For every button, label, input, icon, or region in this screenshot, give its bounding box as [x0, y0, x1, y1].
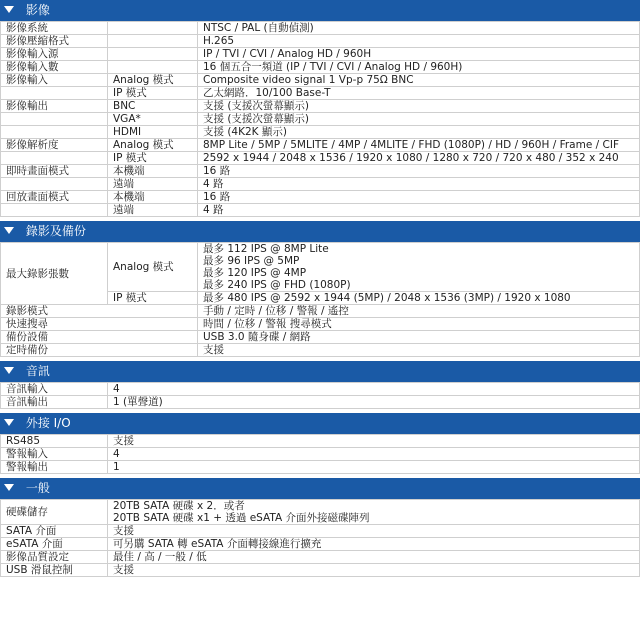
table-row — [1, 243, 640, 292]
spec-sub-key — [108, 22, 198, 35]
spec-value-line: 20TB SATA 硬碟 x1 + 透過 eSATA 介面外接磁碟陣列 — [113, 512, 370, 524]
table-row — [1, 126, 640, 139]
spec-key: 回放畫面模式 — [1, 191, 108, 204]
spec-value-line: 最多 112 IPS @ 8MP Lite — [203, 243, 329, 255]
spec-value: IP / TVI / CVI / Analog HD / 960H — [198, 48, 640, 61]
table-row — [1, 448, 640, 461]
spec-key — [1, 126, 108, 139]
table-row — [1, 35, 640, 48]
section-header-audio — [0, 361, 640, 382]
spec-key — [1, 204, 108, 217]
spec-sub-key: Analog 模式 — [108, 74, 198, 87]
table-row — [1, 331, 640, 344]
spec-key: 影像輸出 — [1, 100, 108, 113]
spec-value — [198, 243, 640, 292]
table-row — [1, 538, 640, 551]
spec-value: 16 個五合一頻道 (IP / TVI / CVI / Analog HD / 960H) — [198, 61, 640, 74]
table-row — [1, 396, 640, 409]
recording-spec-table — [0, 242, 640, 357]
spec-value-line: 最多 240 IPS @ FHD (1080P) — [203, 279, 351, 291]
spec-sub-key: 本機端 — [108, 191, 198, 204]
spec-key: 警報輸出 — [1, 461, 108, 474]
spec-value: 16 路 — [198, 165, 640, 178]
spec-key: 警報輸入 — [1, 448, 108, 461]
spec-value: 支援 — [198, 344, 640, 357]
triangle-down-icon — [4, 227, 14, 234]
table-row — [1, 165, 640, 178]
spec-value: 手動 / 定時 / 位移 / 警報 / 遙控 — [198, 305, 640, 318]
spec-value: 1 — [108, 461, 640, 474]
section-header-video — [0, 0, 640, 21]
io-spec-table — [0, 434, 640, 474]
spec-value: 支援 (4K2K 顯示) — [198, 126, 640, 139]
spec-key — [1, 113, 108, 126]
spec-value: 乙太網路．10/100 Base-T — [198, 87, 640, 100]
spec-value: Composite video signal 1 Vp-p 75Ω BNC — [198, 74, 640, 87]
table-row — [1, 461, 640, 474]
spec-value: 支援 — [108, 525, 640, 538]
spec-sub-key: IP 模式 — [108, 292, 198, 305]
spec-key: 影像品質設定 — [1, 551, 108, 564]
spec-key: 影像輸入數 — [1, 61, 108, 74]
spec-value: 1 (單聲道) — [108, 396, 640, 409]
spec-value: 4 — [108, 448, 640, 461]
table-row — [1, 22, 640, 35]
spec-value-line: 20TB SATA 硬碟 x 2．或者 — [113, 500, 245, 512]
spec-sub-key: Analog 模式 — [108, 243, 198, 292]
triangle-down-icon — [4, 6, 14, 13]
spec-sub-key: VGA* — [108, 113, 198, 126]
table-row — [1, 525, 640, 538]
table-row — [1, 74, 640, 87]
table-row — [1, 87, 640, 100]
triangle-down-icon — [4, 484, 14, 491]
spec-sub-key: 遠端 — [108, 204, 198, 217]
spec-value: 最多 480 IPS @ 2592 x 1944 (5MP) / 2048 x 1536 (3MP) / 1920 x 1080 — [198, 292, 640, 305]
spec-value-line: 最多 120 IPS @ 4MP — [203, 267, 307, 279]
spec-key: 影像系統 — [1, 22, 108, 35]
spec-key: USB 滑鼠控制 — [1, 564, 108, 577]
section-title: 外接 I/O — [25, 416, 71, 430]
spec-value: 16 路 — [198, 191, 640, 204]
triangle-down-icon — [4, 367, 14, 374]
spec-value: 時間 / 位移 / 警報 搜尋模式 — [198, 318, 640, 331]
spec-sub-key — [108, 48, 198, 61]
spec-key: RS485 — [1, 435, 108, 448]
section-title: 一般 — [25, 481, 50, 495]
spec-value: USB 3.0 隨身碟 / 網路 — [198, 331, 640, 344]
spec-key: 硬碟儲存 — [1, 500, 108, 525]
section-title: 影像 — [25, 3, 50, 17]
spec-value: 可另購 SATA 轉 eSATA 介面轉接線進行擴充 — [108, 538, 640, 551]
spec-value — [108, 500, 640, 525]
spec-sub-key — [108, 61, 198, 74]
spec-key: 影像輸入 — [1, 74, 108, 87]
table-row — [1, 61, 640, 74]
spec-sub-key: HDMI — [108, 126, 198, 139]
spec-key: 最大錄影張數 — [1, 243, 108, 305]
section-header-general — [0, 478, 640, 499]
triangle-down-icon — [4, 419, 14, 426]
spec-value: 4 路 — [198, 178, 640, 191]
spec-sub-key: Analog 模式 — [108, 139, 198, 152]
table-row — [1, 551, 640, 564]
section-header-io — [0, 413, 640, 434]
spec-key — [1, 87, 108, 100]
section-header-recording — [0, 221, 640, 242]
spec-key: 影像輸入源 — [1, 48, 108, 61]
table-row — [1, 305, 640, 318]
section-title: 錄影及備份 — [25, 224, 86, 238]
table-row — [1, 191, 640, 204]
spec-key: 音訊輸入 — [1, 383, 108, 396]
table-row — [1, 564, 640, 577]
spec-sub-key — [108, 35, 198, 48]
spec-value: 支援 — [108, 435, 640, 448]
table-row — [1, 152, 640, 165]
spec-key: 備份設備 — [1, 331, 198, 344]
spec-key: 快速搜尋 — [1, 318, 198, 331]
spec-key: 音訊輸出 — [1, 396, 108, 409]
spec-value: 支援 (支援次螢幕顯示) — [198, 100, 640, 113]
table-row — [1, 48, 640, 61]
spec-key: SATA 介面 — [1, 525, 108, 538]
spec-sub-key: IP 模式 — [108, 87, 198, 100]
spec-value: 最佳 / 高 / 一般 / 低 — [108, 551, 640, 564]
table-row — [1, 113, 640, 126]
spec-key: 影像解析度 — [1, 139, 108, 152]
spec-value: 4 路 — [198, 204, 640, 217]
table-row — [1, 318, 640, 331]
spec-key: 錄影模式 — [1, 305, 198, 318]
spec-sub-key: 遠端 — [108, 178, 198, 191]
table-row — [1, 435, 640, 448]
spec-value: NTSC / PAL (自動偵測) — [198, 22, 640, 35]
spec-key: eSATA 介面 — [1, 538, 108, 551]
table-row — [1, 178, 640, 191]
video-spec-table — [0, 21, 640, 217]
general-spec-table — [0, 499, 640, 577]
table-row — [1, 500, 640, 525]
spec-value: 支援 — [108, 564, 640, 577]
spec-value: H.265 — [198, 35, 640, 48]
table-row — [1, 139, 640, 152]
table-row — [1, 100, 640, 113]
audio-spec-table — [0, 382, 640, 409]
spec-key: 即時畫面模式 — [1, 165, 108, 178]
table-row — [1, 344, 640, 357]
table-row — [1, 383, 640, 396]
spec-key: 定時備份 — [1, 344, 198, 357]
spec-key — [1, 178, 108, 191]
spec-sub-key: BNC — [108, 100, 198, 113]
table-row — [1, 204, 640, 217]
spec-key: 影像壓縮格式 — [1, 35, 108, 48]
spec-sub-key: IP 模式 — [108, 152, 198, 165]
spec-key — [1, 152, 108, 165]
spec-value-line: 最多 96 IPS @ 5MP — [203, 255, 300, 267]
section-title: 音訊 — [25, 364, 50, 378]
spec-value: 支援 (支援次螢幕顯示) — [198, 113, 640, 126]
spec-sub-key: 本機端 — [108, 165, 198, 178]
spec-value: 4 — [108, 383, 640, 396]
spec-value: 2592 x 1944 / 2048 x 1536 / 1920 x 1080 / 1280 x 720 / 720 x 480 / 352 x 240 — [198, 152, 640, 165]
spec-value: 8MP Lite / 5MP / 5MLITE / 4MP / 4MLITE / FHD (1080P) / HD / 960H / Frame / CIF — [198, 139, 640, 152]
